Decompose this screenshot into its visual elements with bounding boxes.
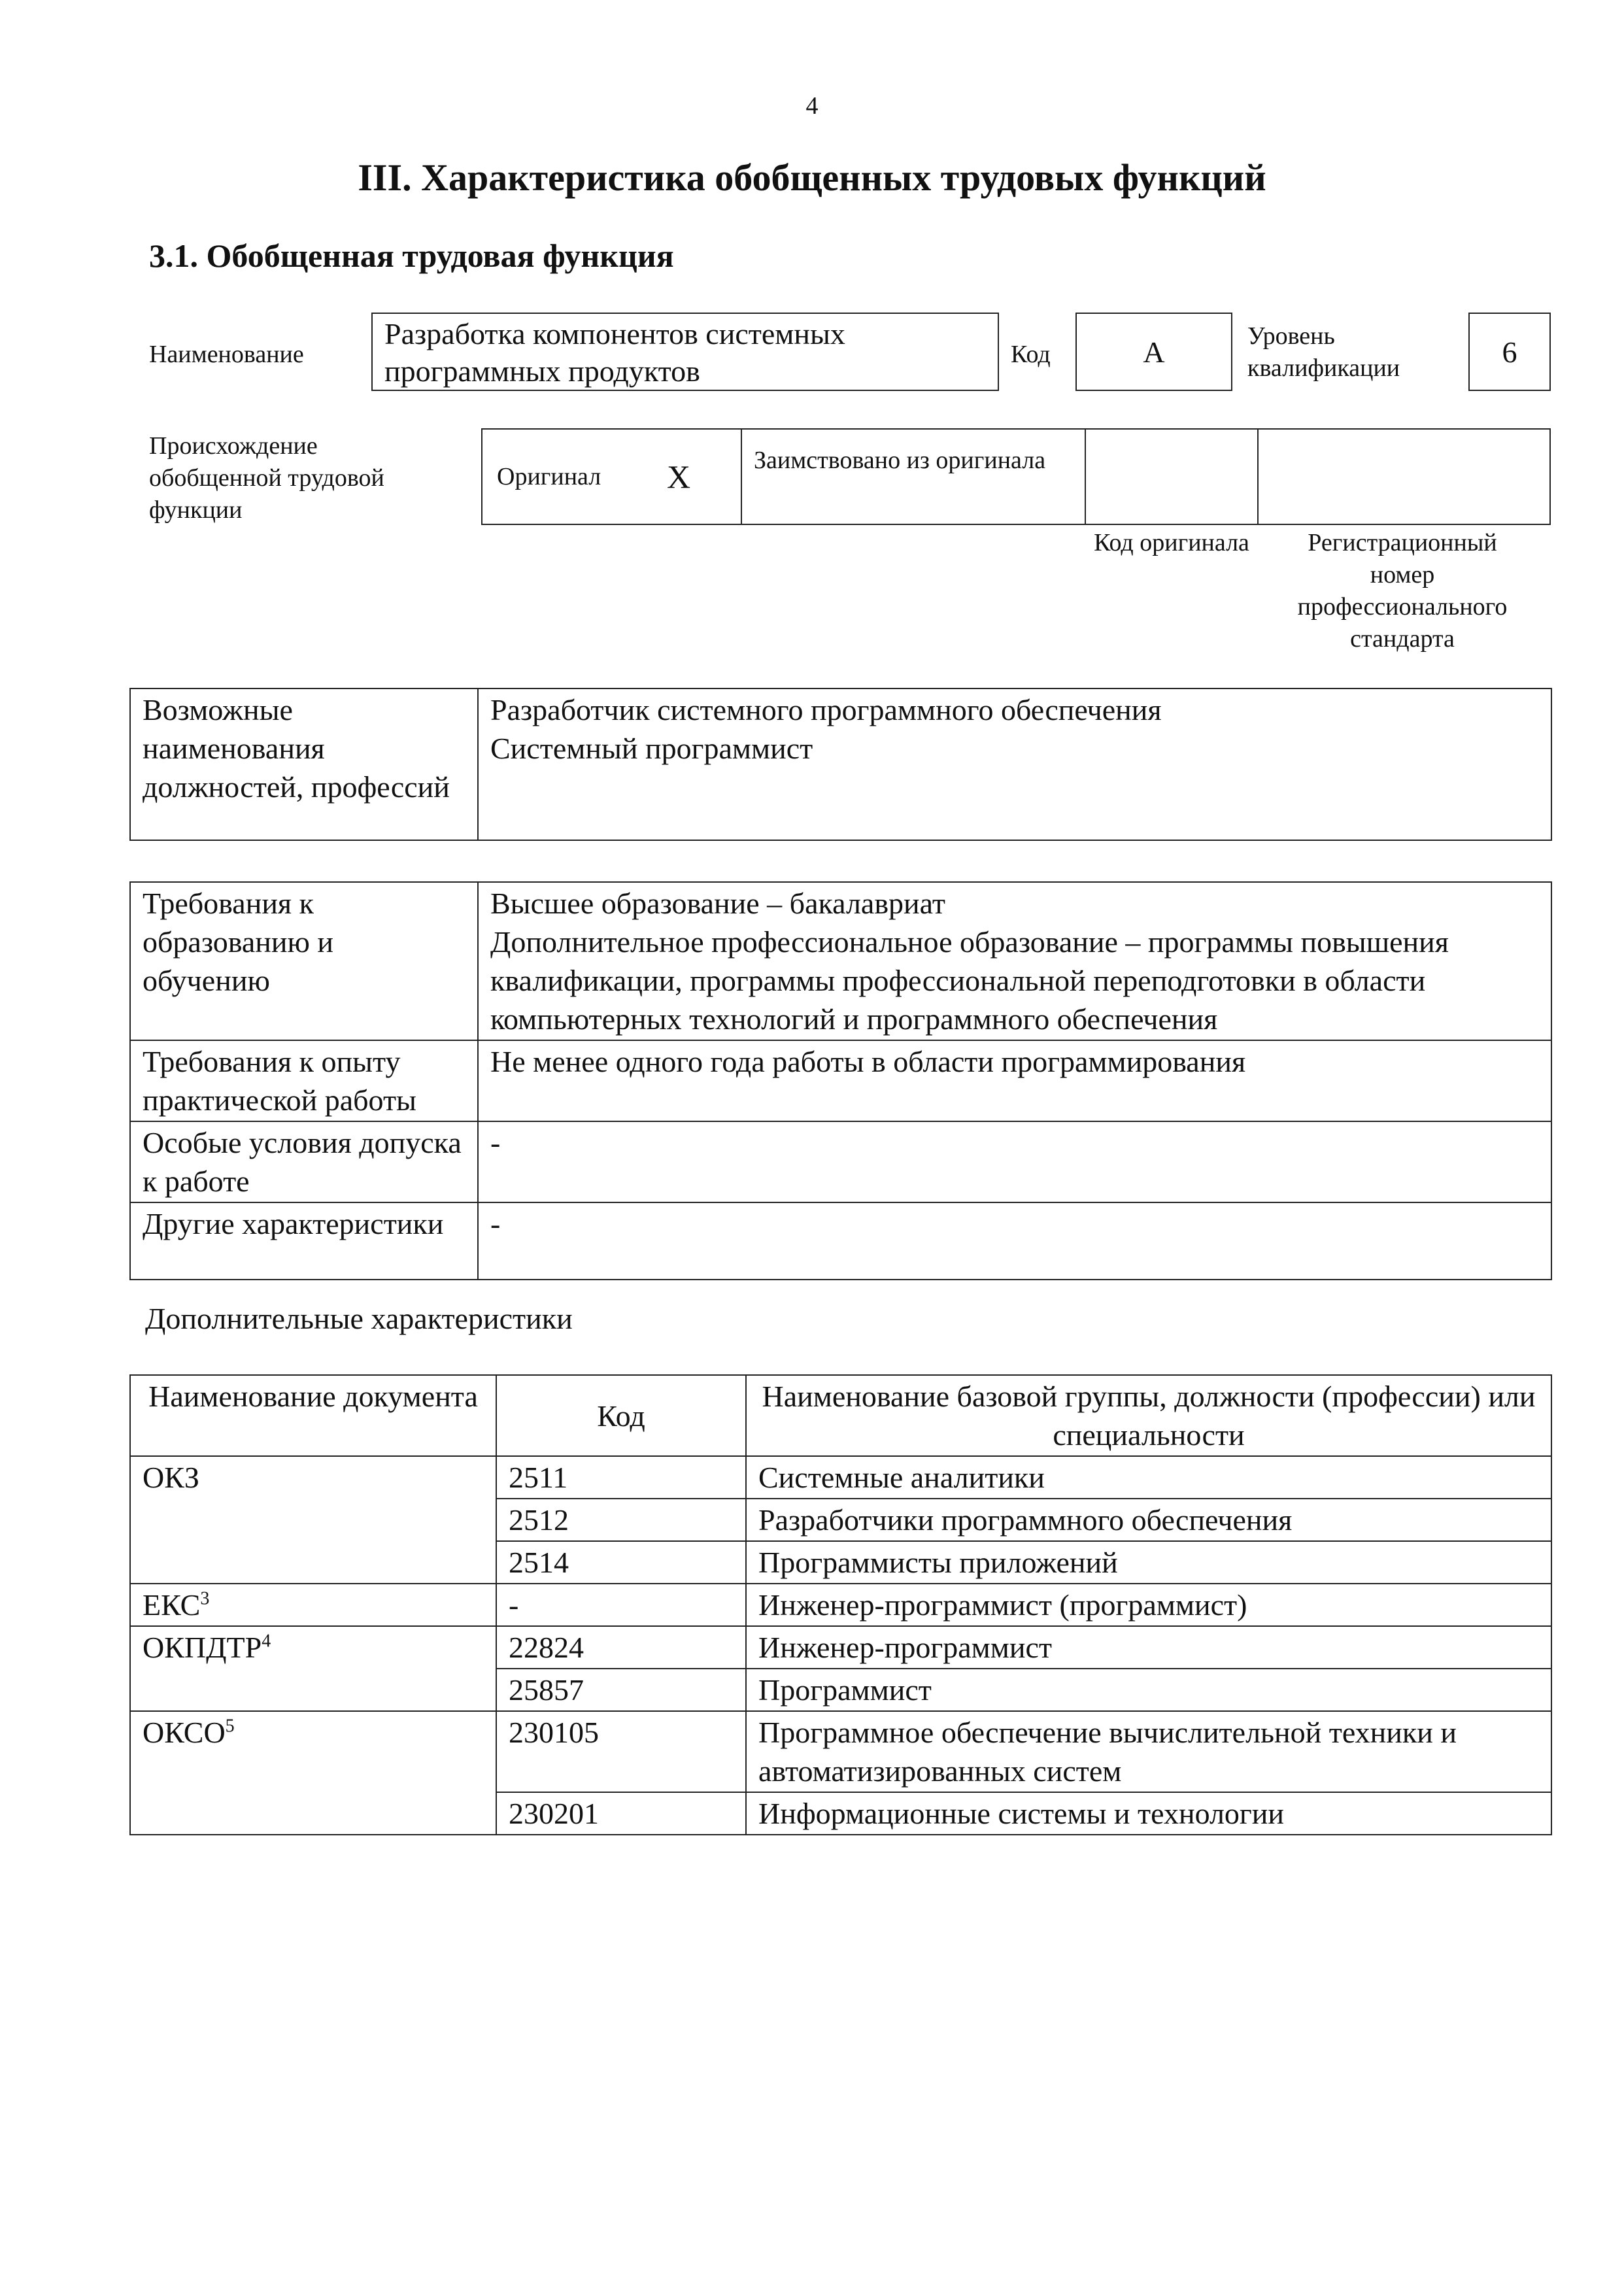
additional-table bbox=[129, 1374, 1552, 1835]
experience-value: Не менее одного года работы в области программирования bbox=[478, 1040, 1551, 1121]
positions-table bbox=[129, 688, 1552, 841]
borrowed-label: Заимствовано из оригинала bbox=[754, 447, 1046, 474]
header-code: Код bbox=[496, 1375, 746, 1456]
other-value: - bbox=[478, 1202, 1551, 1280]
doc-cell bbox=[130, 1541, 496, 1584]
table-row bbox=[130, 1456, 1551, 1499]
other-label: Другие характеристики bbox=[130, 1202, 478, 1280]
name-label: Наименование bbox=[149, 341, 304, 368]
reg-number-caption: Регистрационный номер профессионального стандарта bbox=[1297, 529, 1508, 653]
table-row bbox=[130, 1202, 1551, 1280]
requirements-table bbox=[129, 881, 1552, 1280]
education-label: Требования к образованию и обучению bbox=[130, 882, 478, 1040]
table-row bbox=[130, 1792, 1551, 1835]
code-cell: 230201 bbox=[496, 1792, 746, 1835]
table-row bbox=[130, 882, 1551, 1040]
origin-divider-3 bbox=[1257, 428, 1259, 525]
name-cell: Информационные системы и технологии bbox=[746, 1792, 1551, 1835]
name-cell: Разработчики программного обеспечения bbox=[746, 1499, 1551, 1541]
code-cell: 2511 bbox=[496, 1456, 746, 1499]
code-cell: 2514 bbox=[496, 1541, 746, 1584]
education-values bbox=[478, 882, 1551, 1040]
positions-values bbox=[478, 688, 1551, 840]
origin-divider-2 bbox=[1085, 428, 1086, 525]
table-row bbox=[130, 1375, 1551, 1456]
code-cell: 25857 bbox=[496, 1669, 746, 1711]
doc-cell bbox=[130, 1499, 496, 1541]
doc-cell: ЕКС$^3$ bbox=[130, 1584, 496, 1626]
code-original-caption: Код оригинала bbox=[1094, 529, 1249, 556]
subsection-title: 3.1. Обобщенная трудовая функция bbox=[149, 237, 674, 274]
name-cell: Инженер-программист bbox=[746, 1626, 1551, 1669]
table-row bbox=[130, 1499, 1551, 1541]
name-cell: Системные аналитики bbox=[746, 1456, 1551, 1499]
function-name-value: Разработка компонентов системных программных продуктов bbox=[384, 317, 845, 388]
table-row bbox=[130, 1711, 1551, 1792]
original-label: Оригинал bbox=[497, 463, 601, 490]
code-cell: 22824 bbox=[496, 1626, 746, 1669]
table-row bbox=[130, 1121, 1551, 1202]
table-row bbox=[130, 1626, 1551, 1669]
positions-label: Возможные наименования должностей, профессий bbox=[130, 688, 478, 840]
name-cell: Программист bbox=[746, 1669, 1551, 1711]
additional-caption: Дополнительные характеристики bbox=[145, 1302, 573, 1335]
table-row bbox=[130, 1669, 1551, 1711]
education-item: Высшее образование – бакалавриат bbox=[490, 887, 945, 920]
header-doc: Наименование документа bbox=[130, 1375, 496, 1456]
function-code-box bbox=[1075, 313, 1232, 391]
origin-label: Происхождение обобщенной трудовой функции bbox=[149, 432, 384, 524]
function-name-box bbox=[371, 313, 999, 391]
code-cell: 230105 bbox=[496, 1711, 746, 1792]
position-item: Разработчик системного программного обеспечения bbox=[490, 693, 1162, 726]
doc-cell: ОКПДТР$^4$ bbox=[130, 1626, 496, 1669]
doc-cell bbox=[130, 1792, 496, 1835]
doc-cell bbox=[130, 1669, 496, 1711]
function-code-value: А bbox=[1143, 335, 1165, 369]
code-label: Код bbox=[1011, 341, 1051, 368]
doc-cell: ОКСО$^5$ bbox=[130, 1711, 496, 1792]
header-name: Наименование базовой группы, должности (профессии) или специальности bbox=[746, 1375, 1551, 1456]
table-row bbox=[130, 1584, 1551, 1626]
education-item: Дополнительное профессиональное образование – программы повышения квалификации, программы профессиональной переподготовки в области компьютерных технологий и программного обеспечения bbox=[490, 925, 1449, 1036]
origin-box bbox=[481, 428, 1551, 525]
table-row bbox=[130, 1040, 1551, 1121]
table-row bbox=[130, 688, 1551, 840]
qualification-level-value: 6 bbox=[1502, 335, 1517, 369]
name-cell: Программное обеспечение вычислительной техники и автоматизированных систем bbox=[746, 1711, 1551, 1792]
origin-divider-1 bbox=[741, 428, 742, 525]
page-number: 4 bbox=[805, 92, 819, 120]
table-row bbox=[130, 1541, 1551, 1584]
name-cell: Программисты приложений bbox=[746, 1541, 1551, 1584]
doc-cell: ОКЗ bbox=[130, 1456, 496, 1499]
section-title: III. Характеристика обобщенных трудовых функций bbox=[358, 156, 1266, 199]
position-item: Системный программист bbox=[490, 732, 813, 765]
qualification-level-box bbox=[1468, 313, 1551, 391]
admission-label: Особые условия допуска к работе bbox=[130, 1121, 478, 1202]
code-cell: 2512 bbox=[496, 1499, 746, 1541]
name-cell: Инженер-программист (программист) bbox=[746, 1584, 1551, 1626]
experience-label: Требования к опыту практической работы bbox=[130, 1040, 478, 1121]
level-label: Уровень квалификации bbox=[1247, 322, 1400, 382]
original-mark: Х bbox=[667, 458, 691, 495]
code-cell: - bbox=[496, 1584, 746, 1626]
admission-value: - bbox=[478, 1121, 1551, 1202]
